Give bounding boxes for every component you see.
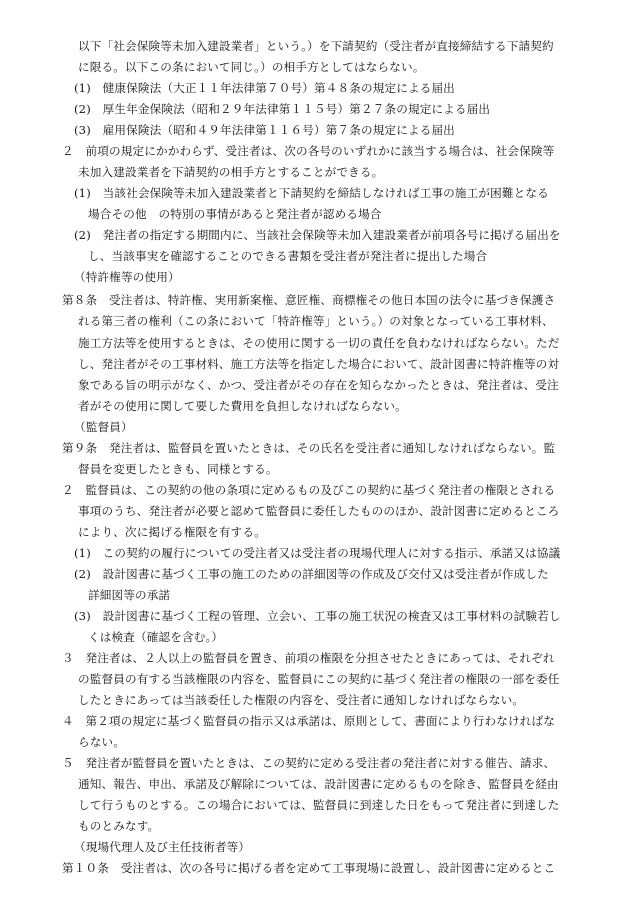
text-line: 以下「社会保険等未加入建設業者」という。）を下請契約（受注者が直接締結する下請契約: [78, 39, 554, 53]
text-line: 未加入建設業者を下請契約の相手方とすることができる。: [78, 165, 384, 179]
text-line: して行うものとする。この場合においては、監督員に到達した日をもって発注者に到達した: [78, 798, 560, 812]
list-item: (2) 設計図書に基づく工事の施工のための詳細図等の作成及び交付又は受注者が作成した: [74, 567, 549, 581]
text-line: ものとみなす。: [78, 819, 160, 833]
paragraph-start: ５ 発注者が監督員を置いたときは、この契約に定める受注者の発注者に対する催告、請求、: [62, 756, 556, 770]
paragraph-start: ３ 発注者は、２人以上の監督員を置き、前項の権限を分担させたときにあっては、それぞれ: [62, 651, 555, 665]
list-item: (1) 当該社会保険等未加入建設業者と下請契約を締結しなければ工事の施工が困難となる: [74, 186, 549, 200]
list-item: (2) 発注者の指定する期間内に、当該社会保険等未加入建設業者が前項各号に掲げる届出を: [74, 228, 561, 242]
text-line: らない。: [78, 735, 125, 749]
paragraph-start: ２ 前項の規定にかかわらず、受注者は、次の各号のいずれかに該当する場合は、社会保険等: [62, 144, 555, 158]
text-line: 施工方法等を使用するときは、その使用に関する一切の責任を負わなければならない。ただ: [78, 336, 560, 350]
list-item: (1) この契約の履行についての受注者又は受注者の現場代理人に対する指示、承諾又は協議: [74, 546, 561, 560]
list-item: (1) 健康保険法（大正１１年法律第７０号）第４８条の規定による届出: [74, 81, 455, 95]
text-line: したときにあっては当該委任した権限の内容を、受注者に通知しなければならない。: [78, 693, 525, 707]
list-item-continued: くは検査（確認を含む。）: [88, 630, 224, 644]
list-item: (2) 厚生年金保険法（昭和２９年法律第１１５号）第２７条の規定による届出: [74, 102, 491, 116]
section-heading: （監督員）: [74, 420, 133, 434]
text-line: 事項のうち、発注者が必要と認めて監督員に委任したもののほか、設計図書に定めるところ: [78, 504, 560, 518]
list-item-continued: 場合その他 の特別の事情があると発注者が認める場合: [88, 207, 382, 221]
text-line: の監督員の有する当該権限の内容を、監督員にこの契約に基づく発注者の権限の一部を委任: [78, 672, 560, 686]
article-start: 第１０条 受注者は、次の各号に掲げる者を定めて工事現場に設置し、設計図書に定めるとこ: [62, 861, 556, 875]
list-item: (3) 設計図書に基づく工程の管理、立会い、工事の施工状況の検査又は工事材料の試験若し: [74, 609, 561, 623]
article-start: 第９条 発注者は、監督員を置いたときは、その氏名を受注者に通知しなければならない。監: [62, 441, 556, 455]
list-item-continued: し、当該事実を確認することのできる書類を受注者が発注者に提出した場合: [88, 249, 488, 263]
article-start: 第８条 受注者は、特許権、実用新案権、意匠権、商標権その他日本国の法令に基づき保護さ: [62, 293, 556, 307]
text-line: 者がその使用に関して要した費用を負担しなければならない。: [78, 399, 407, 413]
text-line: により、次に掲げる権限を有する。: [78, 525, 266, 539]
text-line: し、発注者がその工事材料、施工方法等を指定した場合において、設計図書に特許権等の対: [78, 357, 560, 371]
paragraph-start: ２ 監督員は、この契約の他の条項に定めるもの及びこの契約に基づく発注者の権限とされる: [62, 483, 556, 497]
list-item-continued: 詳細図等の承諾: [88, 588, 171, 602]
text-line: れる第三者の権利（この条において「特許権等」という。）の対象となっている工事材料、: [78, 314, 554, 328]
section-heading: （現場代理人及び主任技術者等）: [74, 840, 251, 854]
text-line: 通知、報告、申出、承諾及び解除については、設計図書に定めるものを除き、監督員を経由: [78, 777, 559, 791]
list-item: (3) 雇用保険法（昭和４９年法律第１１６号）第７条の規定による届出: [74, 123, 455, 137]
text-line: に限る。以下この条において同じ。）の相手方としてはならない。: [78, 60, 425, 74]
section-heading: （特許権等の使用）: [74, 270, 180, 284]
paragraph-start: ４ 第２項の規定に基づく監督員の指示又は承諾は、原則として、書面により行わなければな: [62, 714, 556, 728]
text-line: 象である旨の明示がなく、かつ、受注者がその存在を知らなかったときは、発注者は、受注: [78, 378, 559, 392]
text-line: 督員を変更したときも、同様とする。: [78, 462, 278, 476]
